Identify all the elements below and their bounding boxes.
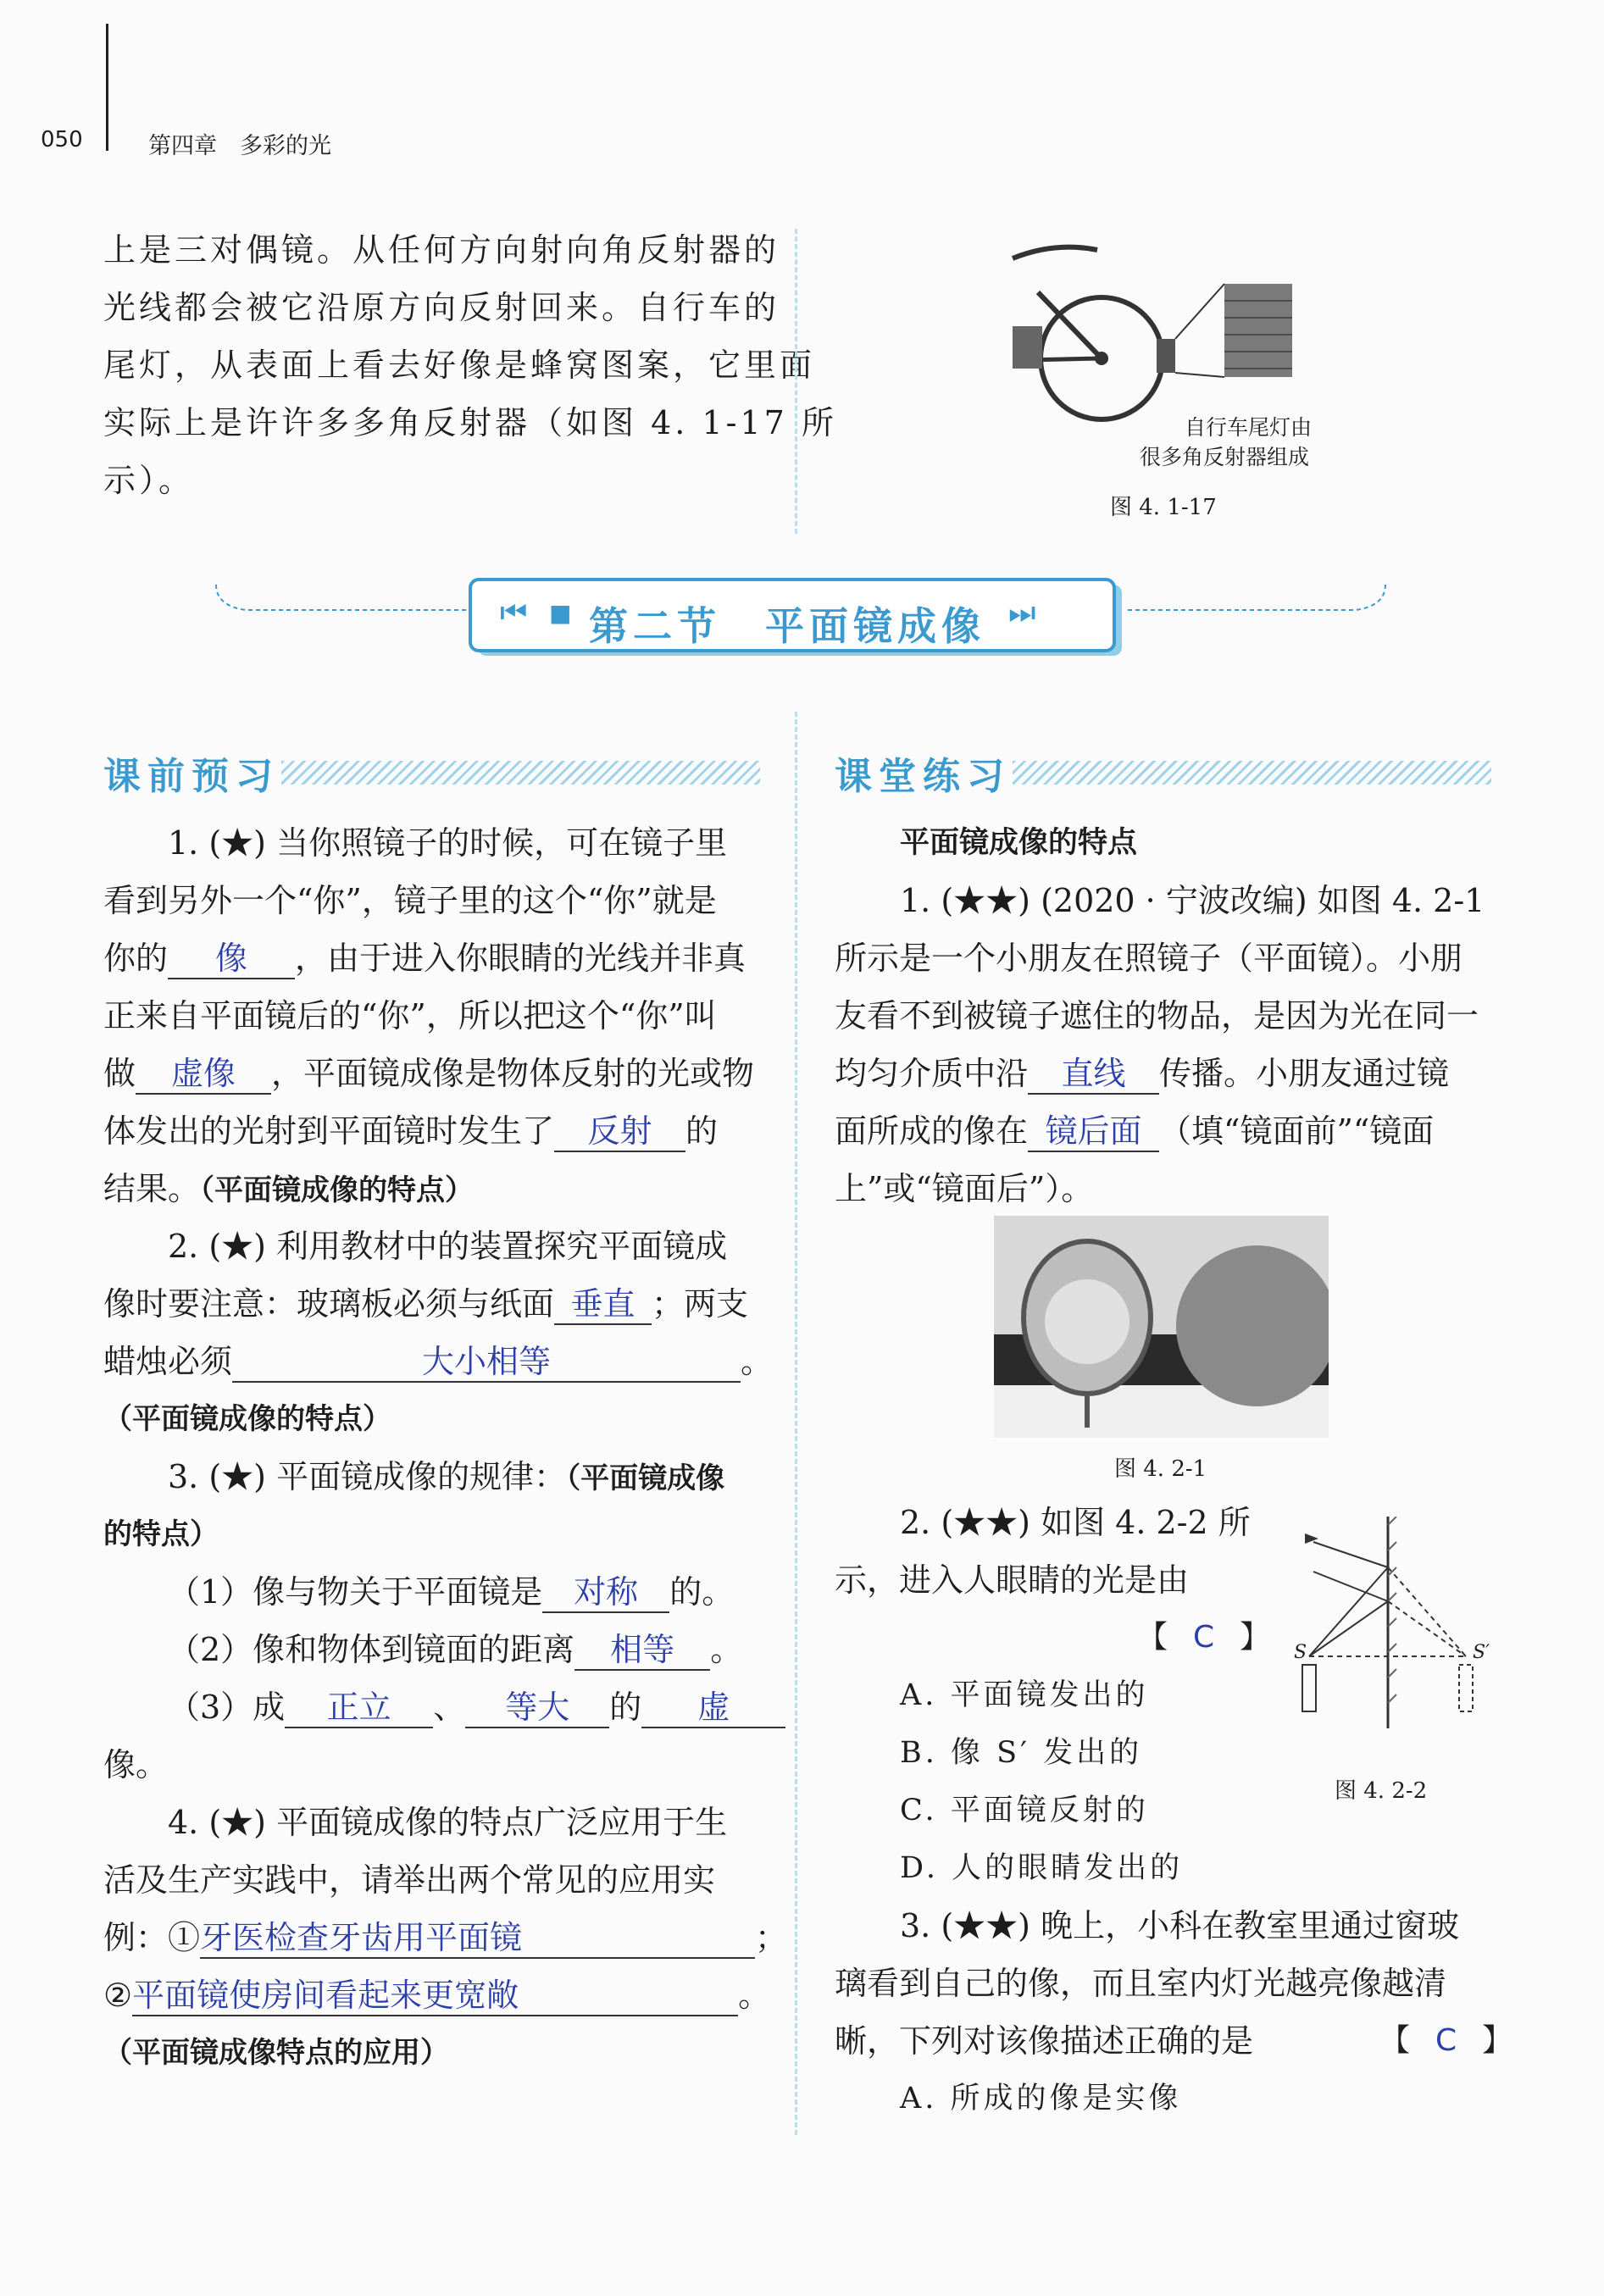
- option: A. 平面镜发出的: [900, 1678, 1149, 1712]
- answer-blank: 像: [168, 939, 295, 979]
- text: （填“镜面前”“镜面: [1159, 1112, 1435, 1150]
- banner-square-icon: ■: [549, 599, 572, 627]
- text: 你的: [103, 940, 169, 977]
- figure-label: 图 4. 2-2: [1335, 1778, 1428, 1804]
- text: ；两支: [652, 1285, 749, 1323]
- q-line: [103, 1342, 773, 1383]
- q-line: 所示是一个小朋友在照镜子（平面镜）。小朋: [835, 940, 1463, 977]
- topic-tag: （平面镜成像的特点）: [103, 1402, 391, 1436]
- text: 例：①: [103, 1919, 201, 1956]
- answer-blank: 直线: [1028, 1054, 1159, 1095]
- text: ；: [755, 1919, 788, 1956]
- text: ②: [103, 1977, 133, 2014]
- q-line: [103, 1169, 474, 1210]
- answer-blank: 平面镜使房间看起来更宽敞: [132, 1976, 738, 2016]
- q-line: [835, 1054, 1449, 1095]
- answer-blank: 虚: [641, 1688, 785, 1728]
- text: 传播。小朋友通过镜: [1159, 1055, 1450, 1092]
- answer-blank: 大小相等: [232, 1342, 741, 1383]
- bicycle-figure: [1004, 233, 1326, 428]
- text: 3. (★) 平面镜成像的规律：: [168, 1458, 567, 1495]
- q-line: [168, 1630, 742, 1671]
- q-line: 友看不到被镜子遮住的物品，是因为光在同一: [835, 997, 1479, 1034]
- q-line: 璃看到自己的像，而且室内灯光越亮像越清: [835, 1965, 1447, 2002]
- text: （3）成: [168, 1689, 286, 1726]
- answer-blank: 正立: [285, 1688, 433, 1728]
- intro-line: 尾灯，从表面上看去好像是蜂窝图案，它里面: [103, 347, 816, 384]
- text: 体发出的光射到平面镜时发生了: [103, 1112, 555, 1150]
- heading-practice: 课堂练习: [835, 755, 1011, 798]
- q-line: [103, 1976, 770, 2016]
- header-rule: [106, 24, 108, 151]
- text: 【: [1137, 1620, 1168, 1655]
- text: 均匀介质中沿: [835, 1055, 1029, 1092]
- text: （2）像和物体到镜面的距离: [168, 1631, 575, 1668]
- column-divider-top: [795, 229, 797, 534]
- topic-tag: （平面镜成像特点的应用）: [103, 2036, 449, 2070]
- option: B. 像 S′ 发出的: [900, 1736, 1143, 1770]
- figure-label: 图 4. 1-17: [1110, 495, 1217, 520]
- q-line: 上”或“镜面后”）。: [835, 1170, 1094, 1207]
- text: 蜡烛必须: [103, 1343, 233, 1380]
- text: 的。: [669, 1573, 735, 1611]
- label-s: S: [1294, 1642, 1307, 1663]
- text: 。: [738, 1977, 771, 2014]
- column-divider: [795, 712, 797, 2135]
- section-title: 第二节 平面镜成像: [589, 603, 985, 649]
- q-line: 像。: [103, 1746, 169, 1783]
- option: C. 平面镜反射的: [900, 1794, 1149, 1827]
- figure-label: 图 4. 2-1: [1114, 1456, 1207, 1482]
- answer-bracket: [1379, 2021, 1512, 2060]
- text: 像时要注意：玻璃板必须与纸面: [103, 1285, 555, 1323]
- choice-answer: C: [1435, 2023, 1457, 2058]
- topic-tag: 的特点）: [103, 1517, 219, 1551]
- q-line: [835, 1112, 1434, 1152]
- q-line: 看到另外一个“你”，镜子里的这个“你”就是: [103, 882, 717, 919]
- q-line: 活及生产实践中，请举出两个常见的应用实: [103, 1861, 716, 1899]
- q-line: [168, 1457, 724, 1498]
- text: （1）像与物关于平面镜是: [168, 1573, 543, 1611]
- banner-next-icon: ⏭: [1008, 596, 1036, 630]
- text: 、: [433, 1689, 466, 1726]
- q-line: 1. (★) 当你照镜子的时候，可在镜子里: [168, 824, 728, 862]
- label-s-prime: S′: [1473, 1642, 1490, 1663]
- text: 【: [1379, 2023, 1411, 2058]
- q-line: 2. (★★) 如图 4. 2-2 所: [900, 1504, 1251, 1541]
- text: 】: [1482, 2023, 1513, 2058]
- q-line: 正来自平面镜后的“你”，所以把这个“你”叫: [103, 997, 717, 1034]
- q-line: [103, 939, 746, 979]
- q-line: [168, 1688, 785, 1728]
- heading-preview: 课前预习: [103, 755, 280, 798]
- text: 做: [103, 1055, 136, 1092]
- option: D. 人的眼睛发出的: [900, 1851, 1184, 1885]
- text: 面所成的像在: [835, 1112, 1029, 1150]
- text: ，平面镜成像是物体反射的光或物: [271, 1055, 755, 1092]
- q-line: [168, 1572, 734, 1613]
- banner-prev-icon: ⏮: [500, 596, 528, 630]
- text: 】: [1240, 1620, 1271, 1655]
- heading-hatch: [281, 761, 760, 785]
- chapter-title: 第四章 多彩的光: [148, 133, 331, 159]
- answer-blank: 相等: [574, 1630, 710, 1671]
- answer-blank: 牙医检查牙齿用平面镜: [200, 1918, 755, 1959]
- answer-bracket: [1137, 1618, 1270, 1657]
- q-line: [103, 1054, 754, 1095]
- bicycle-caption-1: 自行车尾灯由: [1185, 415, 1313, 440]
- mirror-diagram: [1288, 1517, 1500, 1728]
- topic-tag: （平面镜成像的特点）: [200, 1173, 475, 1207]
- child-mirror-photo: [994, 1216, 1329, 1438]
- topic-tag: （平面镜成像: [566, 1461, 725, 1495]
- answer-blank: 对称: [542, 1572, 669, 1613]
- answer-blank: 反射: [554, 1112, 685, 1152]
- q-line: 3. (★★) 晚上，小科在教室里通过窗玻: [900, 1907, 1460, 1944]
- text: 结果。: [103, 1170, 201, 1207]
- q-line: 1. (★★) (2020 · 宁波改编) 如图 4. 2-1: [900, 882, 1485, 919]
- intro-line: 光线都会被它沿原方向反射回来。自行车的: [103, 289, 780, 326]
- q-line: 示，进入人眼睛的光是由: [835, 1561, 1190, 1599]
- bicycle-caption-2: 很多角反射器组成: [1140, 445, 1310, 469]
- intro-line: 示）。: [103, 462, 195, 499]
- q-line: [103, 1112, 718, 1152]
- answer-blank: 虚像: [136, 1054, 271, 1095]
- text: 的: [685, 1112, 719, 1150]
- q-line: 晰，下列对该像描述正确的是: [835, 2022, 1254, 2060]
- answer-blank: 垂直: [554, 1284, 652, 1325]
- choice-answer: C: [1193, 1620, 1215, 1655]
- heading-hatch: [1013, 761, 1491, 785]
- answer-blank: 镜后面: [1028, 1112, 1159, 1152]
- answer-blank: 等大: [465, 1688, 609, 1728]
- subheading: 平面镜成像的特点: [900, 826, 1138, 860]
- q-line: 2. (★) 利用教材中的装置探究平面镜成: [168, 1228, 728, 1265]
- text: 。: [741, 1343, 774, 1380]
- intro-line: 实际上是许许多多角反射器（如图 4. 1-17 所: [103, 404, 837, 441]
- q-line: [103, 1918, 787, 1959]
- page-number: 050: [41, 127, 83, 153]
- q-line: 4. (★) 平面镜成像的特点广泛应用于生: [168, 1804, 728, 1841]
- text: 。: [710, 1631, 743, 1668]
- q-line: [103, 1284, 748, 1325]
- option: A. 所成的像是实像: [900, 2082, 1182, 2116]
- text: 的: [609, 1689, 642, 1726]
- text: ，由于进入你眼睛的光线并非真: [295, 940, 746, 977]
- intro-line: 上是三对偶镜。从任何方向射向角反射器的: [103, 231, 780, 269]
